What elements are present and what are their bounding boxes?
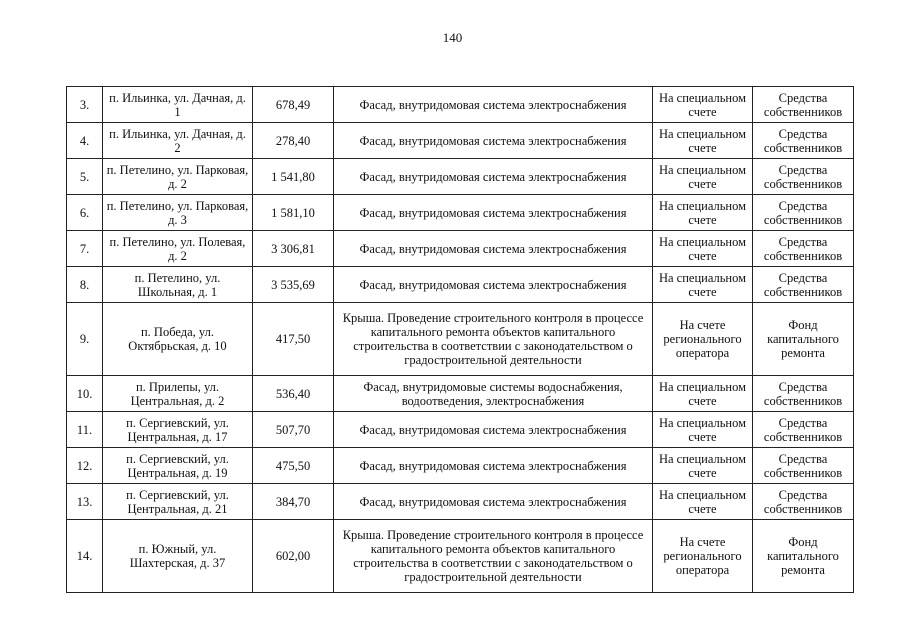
area-cell: 3 535,69 [253,267,334,303]
work-cell: Фасад, внутридомовая система электроснабжения [334,123,653,159]
address-cell: п. Прилепы, ул. Центральная, д. 2 [103,376,253,412]
funding-source-cell: Средства собственников [753,267,854,303]
address-cell: п. Петелино, ул. Парковая, д. 3 [103,195,253,231]
work-cell: Крыша. Проведение строительного контроля в процессе капитального ремонта объектов капитального строительства в соответствии с законодательством о градостроительной деятельности [334,303,653,376]
area-cell: 536,40 [253,376,334,412]
row-number: 10. [67,376,103,412]
work-cell: Фасад, внутридомовая система электроснабжения [334,267,653,303]
account-cell: На специальном счете [653,123,753,159]
table-row [67,484,854,520]
work-cell: Фасад, внутридомовая система электроснабжения [334,159,653,195]
area-cell: 417,50 [253,303,334,376]
row-number: 8. [67,267,103,303]
funding-source-cell: Средства собственников [753,231,854,267]
table-body [67,87,854,593]
address-cell: п. Петелино, ул. Школьная, д. 1 [103,267,253,303]
account-cell: На специальном счете [653,412,753,448]
work-cell: Фасад, внутридомовая система электроснабжения [334,231,653,267]
table-row [67,520,854,593]
row-number: 3. [67,87,103,123]
address-cell: п. Сергиевский, ул. Центральная, д. 19 [103,448,253,484]
table-row [67,159,854,195]
funding-source-cell: Средства собственников [753,376,854,412]
address-cell: п. Петелино, ул. Парковая, д. 2 [103,159,253,195]
area-cell: 602,00 [253,520,334,593]
address-cell: п. Ильинка, ул. Дачная, д. 1 [103,87,253,123]
area-cell: 384,70 [253,484,334,520]
row-number: 9. [67,303,103,376]
account-cell: На специальном счете [653,159,753,195]
row-number: 12. [67,448,103,484]
row-number: 13. [67,484,103,520]
address-cell: п. Победа, ул. Октябрьская, д. 10 [103,303,253,376]
row-number: 6. [67,195,103,231]
table-row [67,231,854,267]
table-row [67,303,854,376]
table-row [67,267,854,303]
row-number: 14. [67,520,103,593]
account-cell: На счете регионального оператора [653,303,753,376]
row-number: 7. [67,231,103,267]
funding-source-cell: Средства собственников [753,195,854,231]
address-cell: п. Ильинка, ул. Дачная, д. 2 [103,123,253,159]
table-row [67,376,854,412]
work-cell: Фасад, внутридомовая система электроснабжения [334,484,653,520]
area-cell: 507,70 [253,412,334,448]
work-cell: Фасад, внутридомовая система электроснабжения [334,87,653,123]
page-number: 140 [442,30,463,45]
account-cell: На специальном счете [653,195,753,231]
account-cell: На специальном счете [653,267,753,303]
row-number: 11. [67,412,103,448]
account-cell: На специальном счете [653,484,753,520]
funding-source-cell: Средства собственников [753,123,854,159]
address-cell: п. Южный, ул. Шахтерская, д. 37 [103,520,253,593]
row-number: 5. [67,159,103,195]
work-cell: Фасад, внутридомовая система электроснабжения [334,448,653,484]
address-cell: п. Сергиевский, ул. Центральная, д. 17 [103,412,253,448]
funding-source-cell: Средства собственников [753,412,854,448]
address-cell: п. Сергиевский, ул. Центральная, д. 21 [103,484,253,520]
area-cell: 475,50 [253,448,334,484]
account-cell: На специальном счете [653,87,753,123]
account-cell: На специальном счете [653,448,753,484]
table-row [67,195,854,231]
funding-source-cell: Средства собственников [753,159,854,195]
funding-source-cell: Фонд капитального ремонта [753,303,854,376]
table-row [67,87,854,123]
account-cell: На специальном счете [653,376,753,412]
table-row [67,448,854,484]
area-cell: 678,49 [253,87,334,123]
work-cell: Фасад, внутридомовая система электроснабжения [334,195,653,231]
table-row [67,123,854,159]
work-cell: Фасад, внутридомовая система электроснабжения [334,412,653,448]
account-cell: На специальном счете [653,231,753,267]
funding-source-cell: Фонд капитального ремонта [753,520,854,593]
address-cell: п. Петелино, ул. Полевая, д. 2 [103,231,253,267]
work-cell: Крыша. Проведение строительного контроля в процессе капитального ремонта объектов капитального строительства в соответствии с законодательством о градостроительной деятельности [334,520,653,593]
row-number: 4. [67,123,103,159]
funding-source-cell: Средства собственников [753,484,854,520]
funding-source-cell: Средства собственников [753,448,854,484]
table-row [67,412,854,448]
area-cell: 3 306,81 [253,231,334,267]
work-cell: Фасад, внутридомовые системы водоснабжения, водоотведения, электроснабжения [334,376,653,412]
area-cell: 1 581,10 [253,195,334,231]
repair-registry-table [66,86,854,593]
area-cell: 1 541,80 [253,159,334,195]
area-cell: 278,40 [253,123,334,159]
account-cell: На счете регионального оператора [653,520,753,593]
funding-source-cell: Средства собственников [753,87,854,123]
